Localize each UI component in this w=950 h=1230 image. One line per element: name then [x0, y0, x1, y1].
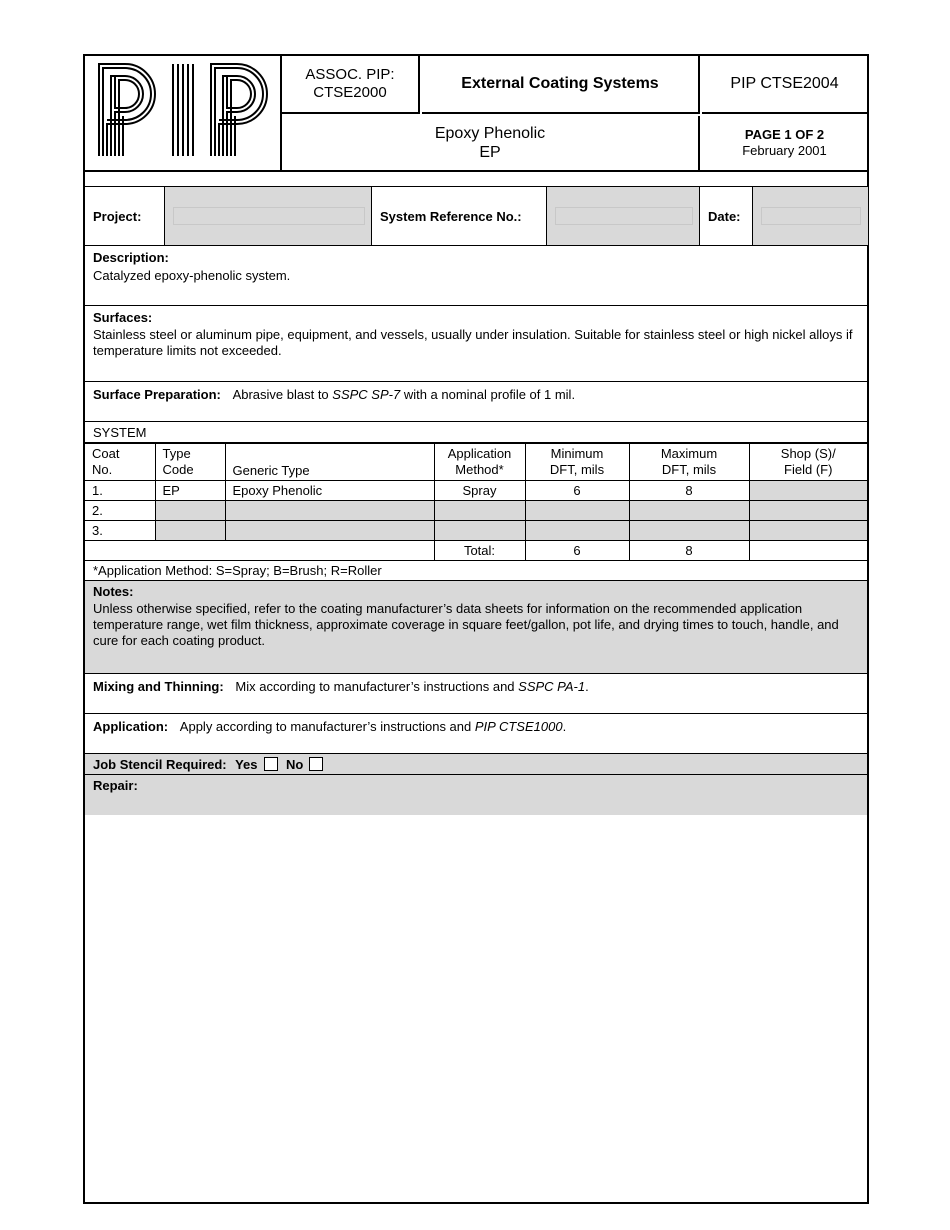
- surface-prep-text: Abrasive blast to: [232, 387, 333, 402]
- surfaces-section: [85, 306, 867, 382]
- header-generic-type: Generic Type: [225, 444, 434, 481]
- sysref-field[interactable]: [546, 187, 700, 245]
- header-type-code: Type Code: [155, 444, 225, 481]
- page-info-cell: [702, 116, 867, 170]
- sysref-label: System Reference No.:: [380, 209, 522, 224]
- project-label: Project:: [93, 209, 142, 224]
- application-ref: PIP CTSE1000: [474, 719, 563, 734]
- sysref-label-cell: [371, 187, 547, 245]
- total-max-dft: 8: [629, 541, 749, 561]
- surface-prep-ref: SSPC SP-7: [332, 387, 401, 402]
- stencil-yes-checkbox[interactable]: [264, 757, 278, 771]
- surfaces-label: Surfaces:: [93, 310, 153, 325]
- application-text: Apply according to manufacturer’s instructions and: [179, 719, 475, 734]
- total-label: Total:: [434, 541, 525, 561]
- shop-field-input[interactable]: [749, 521, 867, 541]
- stencil-section: [85, 754, 867, 775]
- application-method-input[interactable]: [434, 521, 525, 541]
- surface-prep-label: Surface Preparation:: [93, 387, 221, 402]
- header-shop-field: Shop (S)/ Field (F): [749, 444, 867, 481]
- surface-prep-text-end: with a nominal profile of 1 mil.: [400, 387, 576, 402]
- date-field[interactable]: [752, 187, 868, 245]
- assoc-cell: ASSOC. PIP: CTSE2000: [282, 56, 420, 114]
- max-dft-input[interactable]: [629, 521, 749, 541]
- type-code: EP: [155, 481, 225, 501]
- logo-cell: [85, 56, 282, 170]
- min-dft-input[interactable]: [525, 501, 629, 521]
- system-name-cell: [282, 116, 700, 170]
- total-row: [85, 541, 867, 561]
- generic-type: Epoxy Phenolic: [225, 481, 434, 501]
- header-coat-no: Coat No.: [85, 444, 155, 481]
- mixing-text: Mix according to manufacturer’s instructions and: [235, 679, 519, 694]
- min-dft: 6: [525, 481, 629, 501]
- project-field[interactable]: [164, 187, 372, 245]
- surface-prep-section: [85, 382, 867, 422]
- header-method: Application Method*: [434, 444, 525, 481]
- system-table: [85, 443, 867, 561]
- table-row: [85, 481, 867, 501]
- system-title: SYSTEM: [85, 422, 867, 443]
- stencil-no-checkbox[interactable]: [309, 757, 323, 771]
- repair-label: Repair:: [93, 778, 138, 793]
- system-table-header: [85, 444, 867, 481]
- application-method-note: *Application Method: S=Spray; B=Brush; R=Roller: [85, 561, 867, 581]
- system-code: EP: [479, 144, 501, 161]
- application-section: [85, 714, 867, 754]
- notes-section: [85, 581, 867, 674]
- date-label: Date:: [708, 209, 741, 224]
- description-text: Catalyzed epoxy-phenolic system.: [93, 268, 291, 283]
- page-number: PAGE 1 OF 2: [744, 127, 825, 142]
- form-title: External Coating Systems: [422, 56, 700, 114]
- header-gap: [85, 172, 867, 187]
- mixing-label: Mixing and Thinning:: [93, 679, 224, 694]
- application-method: Spray: [434, 481, 525, 501]
- notes-text: Unless otherwise specified, refer to the coating manufacturer’s data sheets for information on the recommended application temperature range, wet film thickness, approximate coverage in square feet/gallon, pot life, and drying times to touch, handle, and cure for each coating product.: [93, 601, 839, 648]
- type-code-input[interactable]: [155, 501, 225, 521]
- mixing-ref: SSPC PA-1: [518, 679, 586, 694]
- mixing-text-end: .: [585, 679, 589, 694]
- date-label-cell: [699, 187, 753, 245]
- coat-number: 3.: [85, 521, 155, 541]
- shop-field-input[interactable]: [749, 501, 867, 521]
- application-method-input[interactable]: [434, 501, 525, 521]
- surfaces-text: Stainless steel or aluminum pipe, equipment, and vessels, usually under insulation. Suitable for stainless steel or high nickel alloys if temperature limits not exceeded.: [93, 327, 853, 358]
- stencil-label: Job Stencil Required:: [93, 757, 227, 772]
- application-label: Application:: [93, 719, 169, 734]
- repair-section[interactable]: [85, 775, 867, 815]
- description-label: Description:: [93, 250, 169, 265]
- pip-logo: [85, 56, 280, 170]
- type-code-input[interactable]: [155, 521, 225, 541]
- stencil-no-label: No: [285, 757, 304, 772]
- total-min-dft: 6: [525, 541, 629, 561]
- header-min-dft: Minimum DFT, mils: [525, 444, 629, 481]
- coating-system-form: [83, 54, 869, 1204]
- table-row: [85, 501, 867, 521]
- issue-date: February 2001: [742, 143, 827, 158]
- header-max-dft: Maximum DFT, mils: [629, 444, 749, 481]
- notes-label: Notes:: [93, 584, 134, 599]
- application-text-end: .: [562, 719, 567, 734]
- shop-field-input[interactable]: [749, 481, 867, 501]
- table-row: [85, 521, 867, 541]
- max-dft-input[interactable]: [629, 501, 749, 521]
- system-name: Epoxy Phenolic: [434, 125, 546, 142]
- description-section: [85, 246, 867, 306]
- form-header: [85, 56, 867, 172]
- stencil-yes-label: Yes: [235, 757, 258, 772]
- max-dft: 8: [629, 481, 749, 501]
- generic-type-input[interactable]: [225, 521, 434, 541]
- doc-number: PIP CTSE2004: [702, 56, 867, 114]
- coat-number: 2.: [85, 501, 155, 521]
- coat-number: 1.: [85, 481, 155, 501]
- min-dft-input[interactable]: [525, 521, 629, 541]
- mixing-section: [85, 674, 867, 714]
- project-row: [85, 187, 867, 246]
- generic-type-input[interactable]: [225, 501, 434, 521]
